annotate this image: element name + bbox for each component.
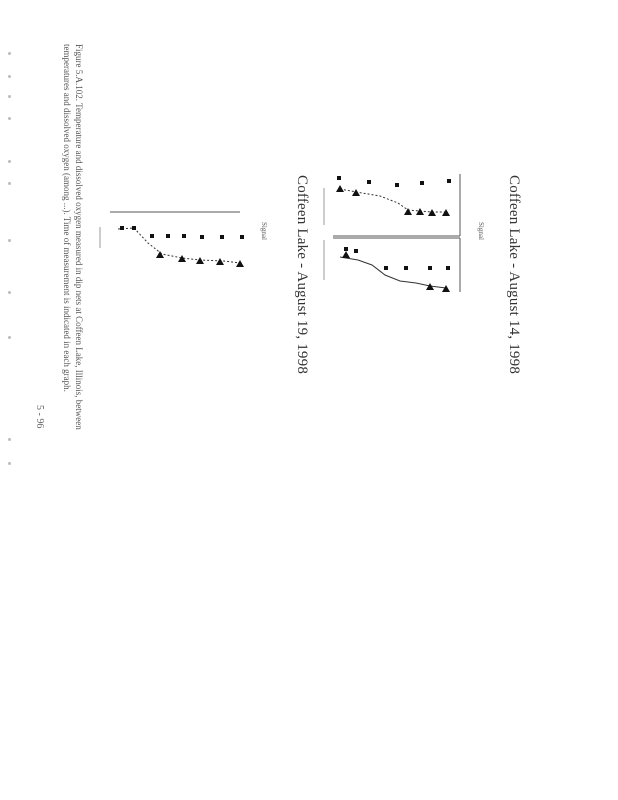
graph-title-2: Coffeen Lake - August 19, 1998 [294, 175, 310, 375]
graph-title-1: Coffeen Lake - August 14, 1998 [506, 175, 522, 375]
temp-markers-3 [120, 226, 244, 239]
temp-markers-1 [337, 176, 451, 187]
axis-ticks [100, 188, 324, 280]
do-markers-3 [156, 251, 244, 267]
do-markers-1 [336, 185, 450, 216]
signal-label-1: Signal [477, 222, 485, 240]
signal-label-2: Signal [260, 222, 268, 240]
page-number: 5 - 96 [34, 405, 45, 429]
figure-caption-line-1: Figure 5.A.102. Temperature and dissolved oxygen measured in dip nets at Coffeen Lake, Illinois, between [74, 44, 84, 430]
temp-markers-2 [344, 247, 450, 270]
figure-caption-line-2: temperatures and dissolved oxygen (among ...). Time of measurement is indicated in each graph. [62, 44, 72, 392]
do-markers-2 [342, 251, 450, 292]
do-series-line-3 [118, 228, 240, 263]
plot-frame-2 [333, 238, 460, 292]
